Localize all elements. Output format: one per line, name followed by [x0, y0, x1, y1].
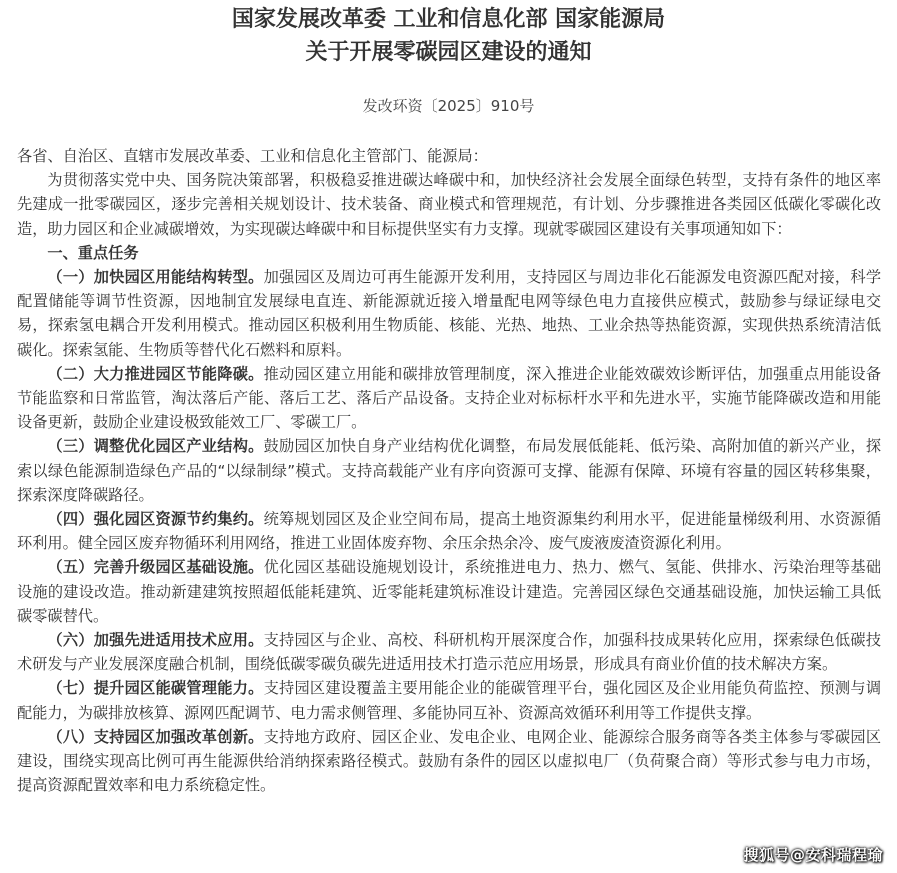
task-item: [17, 725, 881, 798]
task-item: [17, 265, 881, 362]
task-item-title: （六）加强先进适用技术应用。: [47, 631, 264, 650]
task-item: [17, 507, 881, 555]
task-item-text: 支持园区建设覆盖主要用能企业的能碳管理平台，强化园区及企业用能负荷监控、预测与调配能力，为碳排放核算、源网匹配调节、电力需求侧管理、多能协同互补、资源高效循环利用等工作提供支撑。: [17, 679, 882, 722]
document-title-line2: 关于开展零碳园区建设的通知: [305, 40, 592, 65]
task-item-text: 推动园区建立用能和碳排放管理制度，深入推进企业能效碳效诊断评估，加强重点用能设备节能监察和日常监管，淘汰落后产能、落后工艺、落后产品设备。支持企业对标标杆水平和先进水平，实施节能降碳改造和用能设备更新，鼓励企业建设极致能效工厂、零碳工厂。: [17, 364, 882, 432]
document-title-line1: 国家发展改革委 工业和信息化部 国家能源局: [231, 7, 666, 32]
task-item: [17, 434, 881, 507]
section-heading: 一、重点任务: [47, 243, 139, 262]
task-item: [17, 362, 881, 435]
document-body: [17, 144, 881, 797]
task-item-text: 统筹规划园区及企业空间布局，提高土地资源集约利用水平，促进能量梯级利用、水资源循环利用。健全园区废弃物循环利用网络，推进工业固体废弃物、余压余热余冷、废气废液废渣资源化利用。: [17, 510, 882, 553]
task-item-title: （三）调整优化园区产业结构。: [47, 437, 264, 456]
salutation: 各省、自治区、直辖市发展改革委、工业和信息化主管部门、能源局：: [17, 147, 488, 165]
task-item-text: 支持地方政府、园区企业、发电企业、电网企业、能源综合服务商等各类主体参与零碳园区建设，围绕实现高比例可再生能源供给消纳探索路径模式。鼓励有条件的园区以虚拟电厂（负荷聚合商）等形式参与电力市场，提高资源配置效率和电力系统稳定性。: [17, 727, 882, 795]
task-item-text: 优化园区基础设施规划设计，系统推进电力、热力、燃气、氢能、供排水、污染治理等基础设施的建设改造。推动新建建筑按照超低能耗建筑、近零能耗建筑标准设计建造。完善园区绿色交通基础设施，加快运输工具低碳零碳替代。: [17, 558, 882, 625]
task-item-title: （七）提升园区能碳管理能力。: [47, 679, 264, 698]
task-item-text: 支持园区与企业、高校、科研机构开展深度合作，加强科技成果转化应用，探索绿色低碳技术研发与产业发展深度融合机制，围绕低碳零碳负碳先进适用技术打造示范应用场景，形成具有商业价值的技术解决方案。: [17, 631, 882, 674]
task-item: [17, 676, 881, 724]
task-item-title: （二）大力推进园区节能降碳。: [47, 364, 264, 383]
intro-paragraph: 为贯彻落实党中央、国务院决策部署，积极稳妥推进碳达峰碳中和，加快经济社会发展全面绿色转型，支持有条件的地区率先建成一批零碳园区，逐步完善相关规划设计、技术装备、商业模式和管理规范，有计划、分步骤推进各类园区低碳化零碳化改造，助力园区和企业减碳增效，为实现碳达峰碳中和目标提供坚实有力支撑。现就零碳园区建设有关事项通知如下：: [17, 171, 881, 238]
task-item: [17, 555, 881, 628]
task-item-title: （一）加快园区用能结构转型。: [47, 268, 264, 287]
source-watermark: 搜狐号@安科瑞程瑜: [743, 846, 883, 864]
task-item: [17, 628, 881, 676]
task-item-title: （八）支持园区加强改革创新。: [47, 727, 264, 746]
task-item-text: 鼓励园区加快自身产业结构优化调整，布局发展低能耗、低污染、高附加值的新兴产业，探索以绿色能源制造绿色产品的“以绿制绿”模式。支持高载能产业有序向资源可支撑、能源有保障、环境有容量的园区转移集聚，探索深度降碳路径。: [17, 437, 882, 504]
task-item-title: （五）完善升级园区基础设施。: [47, 558, 264, 577]
task-item-title: （四）强化园区资源节约集约。: [47, 510, 264, 529]
document-number: 发改环资〔2025〕910号: [362, 97, 535, 115]
task-item-text: 加强园区及周边可再生能源开发利用，支持园区与周边非化石能源发电资源匹配对接，科学配置储能等调节性资源，因地制宜发展绿电直连、新能源就近接入增量配电网等绿色电力直接供应模式，鼓励参与绿证绿电交易，探索氢电耦合开发利用模式。推动园区积极利用生物质能、核能、光热、地热、工业余热等热能资源，实现供热系统清洁低碳化。探索氢能、生物质等替代化石燃料和原料。: [17, 268, 882, 359]
